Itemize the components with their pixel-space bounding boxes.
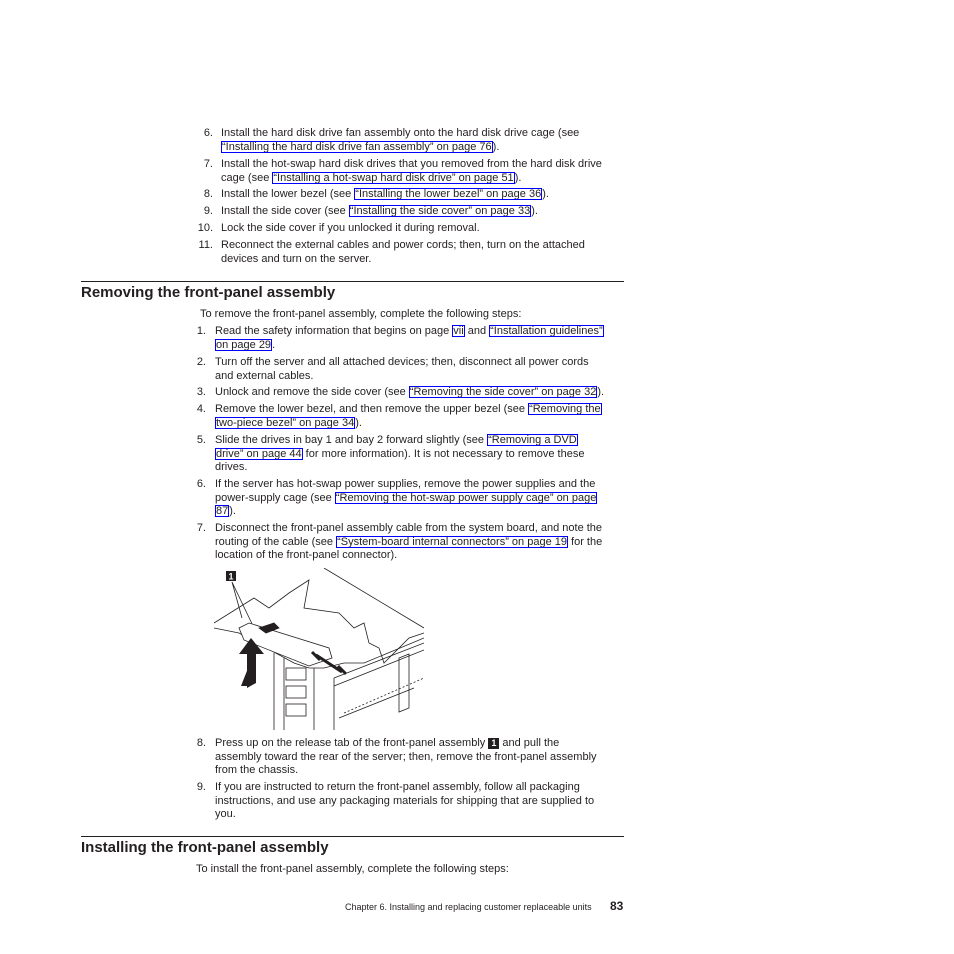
section-heading-removing: Removing the front-panel assembly	[81, 284, 336, 301]
step-text: power-supply cage (see	[215, 491, 335, 504]
step-text: If the server has hot-swap power supplies, remove the power supplies and the	[215, 478, 596, 490]
step-text: If you are instructed to return the front-panel assembly, follow all packaging	[215, 781, 580, 793]
step-text: Lock the side cover if you unlocked it during removal.	[221, 222, 480, 234]
step-text: Press up on the release tab of the front-panel assembly	[215, 737, 489, 749]
section-heading-installing: Installing the front-panel assembly	[81, 839, 329, 856]
step-text: and	[464, 325, 490, 337]
list-item-number: 6.	[203, 127, 213, 139]
step-text: ).	[229, 505, 236, 517]
step-text: and external cables.	[215, 369, 314, 382]
cross-reference-link[interactable]: 87	[216, 505, 229, 517]
step-text: instructions, and use any packaging materials for shipping that are supplied to	[215, 794, 595, 807]
step-text: Read the safety information that begins on page	[215, 325, 453, 337]
cross-reference-link[interactable]: “Installing the lower bezel” on page 36	[355, 188, 542, 200]
step-text: .	[272, 338, 276, 351]
cross-reference-link[interactable]: “Removing a DVD	[488, 434, 577, 446]
step-text: cage (see	[221, 171, 273, 184]
step-text: Reconnect the external cables and power cords; then, turn on the attached	[221, 239, 585, 251]
step-text: Install the side cover (see	[221, 205, 349, 217]
step-text: routing of the cable (see	[215, 535, 337, 548]
step-text: Install the hot-swap hard disk drives that you removed from the hard disk drive	[221, 158, 602, 170]
step-text: ).	[492, 140, 500, 153]
cross-reference-link[interactable]: “Installation guidelines”	[490, 325, 603, 337]
list-item-number: 2.	[196, 356, 206, 368]
step-text: ).	[355, 416, 362, 429]
list-item-number: 1.	[196, 325, 206, 337]
step-text: Slide the drives in bay 1 and bay 2 forward slightly (see	[215, 434, 488, 446]
section-divider	[81, 836, 624, 837]
page-number: 83	[610, 899, 624, 913]
callout-badge: 1	[488, 738, 499, 749]
footer-chapter: Chapter 6. Installing and replacing customer replaceable units	[345, 902, 592, 912]
step-text: for the	[567, 535, 603, 548]
list-item-number: 7.	[196, 522, 206, 534]
step-text: Disconnect the front-panel assembly cable from the system board, and note the	[215, 522, 603, 534]
cross-reference-link[interactable]: “Installing the side cover” on page 33	[349, 205, 531, 217]
list-item-number: 5.	[196, 434, 206, 446]
cross-reference-link[interactable]: “Installing the hard disk drive fan assembly” on page 76	[222, 140, 492, 153]
step-text: Install the hard disk drive fan assembly onto the hard disk drive cage (see	[221, 127, 580, 139]
section-divider	[81, 281, 624, 282]
step-text: you.	[215, 808, 236, 820]
list-item-number: 9.	[196, 781, 206, 793]
front-panel-assembly-illustration	[214, 568, 424, 730]
step-text: Remove the lower bezel, and then remove the upper bezel (see	[215, 403, 529, 415]
list-item-number: 6.	[196, 478, 206, 490]
cross-reference-link[interactable]: “Removing the side cover” on page 32	[409, 386, 597, 398]
step-text: Turn off the server and all attached devices; then, disconnect all power cords	[215, 356, 589, 368]
step-text: for more information). It is not necessary to remove these	[302, 447, 585, 460]
list-item-number: 7.	[203, 158, 213, 170]
step-text: and pull the	[499, 737, 560, 749]
section-intro: To remove the front-panel assembly, complete the following steps:	[200, 308, 522, 320]
callout-1-label: 1	[228, 571, 234, 582]
list-item-number: 9.	[203, 205, 213, 217]
cross-reference-link[interactable]: “Installing a hot-swap hard disk drive” on page 51	[273, 171, 514, 184]
list-item-number: 11.	[198, 239, 213, 251]
list-item-number: 3.	[196, 386, 206, 398]
step-text: devices and turn on the server.	[221, 252, 372, 265]
step-text: ).	[597, 386, 605, 398]
step-text: drives.	[215, 461, 248, 473]
section-intro: To install the front-panel assembly, complete the following steps:	[196, 863, 509, 875]
step-text: location of the front-panel connector).	[215, 549, 398, 561]
step-text: assembly toward the rear of the server; then, remove the front-panel assembly	[215, 750, 597, 763]
step-text: Install the lower bezel (see	[221, 188, 355, 200]
list-item-number: 10.	[197, 222, 213, 234]
step-text: Unlock and remove the side cover (see	[215, 386, 409, 398]
cross-reference-link[interactable]: two-piece bezel” on page 34	[216, 416, 355, 429]
step-text: ).	[514, 171, 522, 184]
cross-reference-link[interactable]: drive” on page 44	[216, 447, 302, 460]
step-text: ).	[531, 205, 538, 217]
list-item-number: 8.	[203, 188, 213, 200]
step-text: ).	[542, 188, 549, 200]
cross-reference-link[interactable]: “Removing the	[529, 403, 601, 415]
cross-reference-link[interactable]: “Removing the hot-swap power supply cage” on page	[335, 491, 597, 504]
list-item-number: 4.	[196, 403, 206, 415]
cross-reference-link[interactable]: “System-board internal connectors” on page 19	[337, 535, 567, 548]
list-item-number: 8.	[196, 737, 206, 749]
step-text: from the chassis.	[215, 764, 299, 776]
cross-reference-link[interactable]: on page 29	[216, 338, 272, 351]
cross-reference-link[interactable]: vii	[453, 325, 464, 337]
